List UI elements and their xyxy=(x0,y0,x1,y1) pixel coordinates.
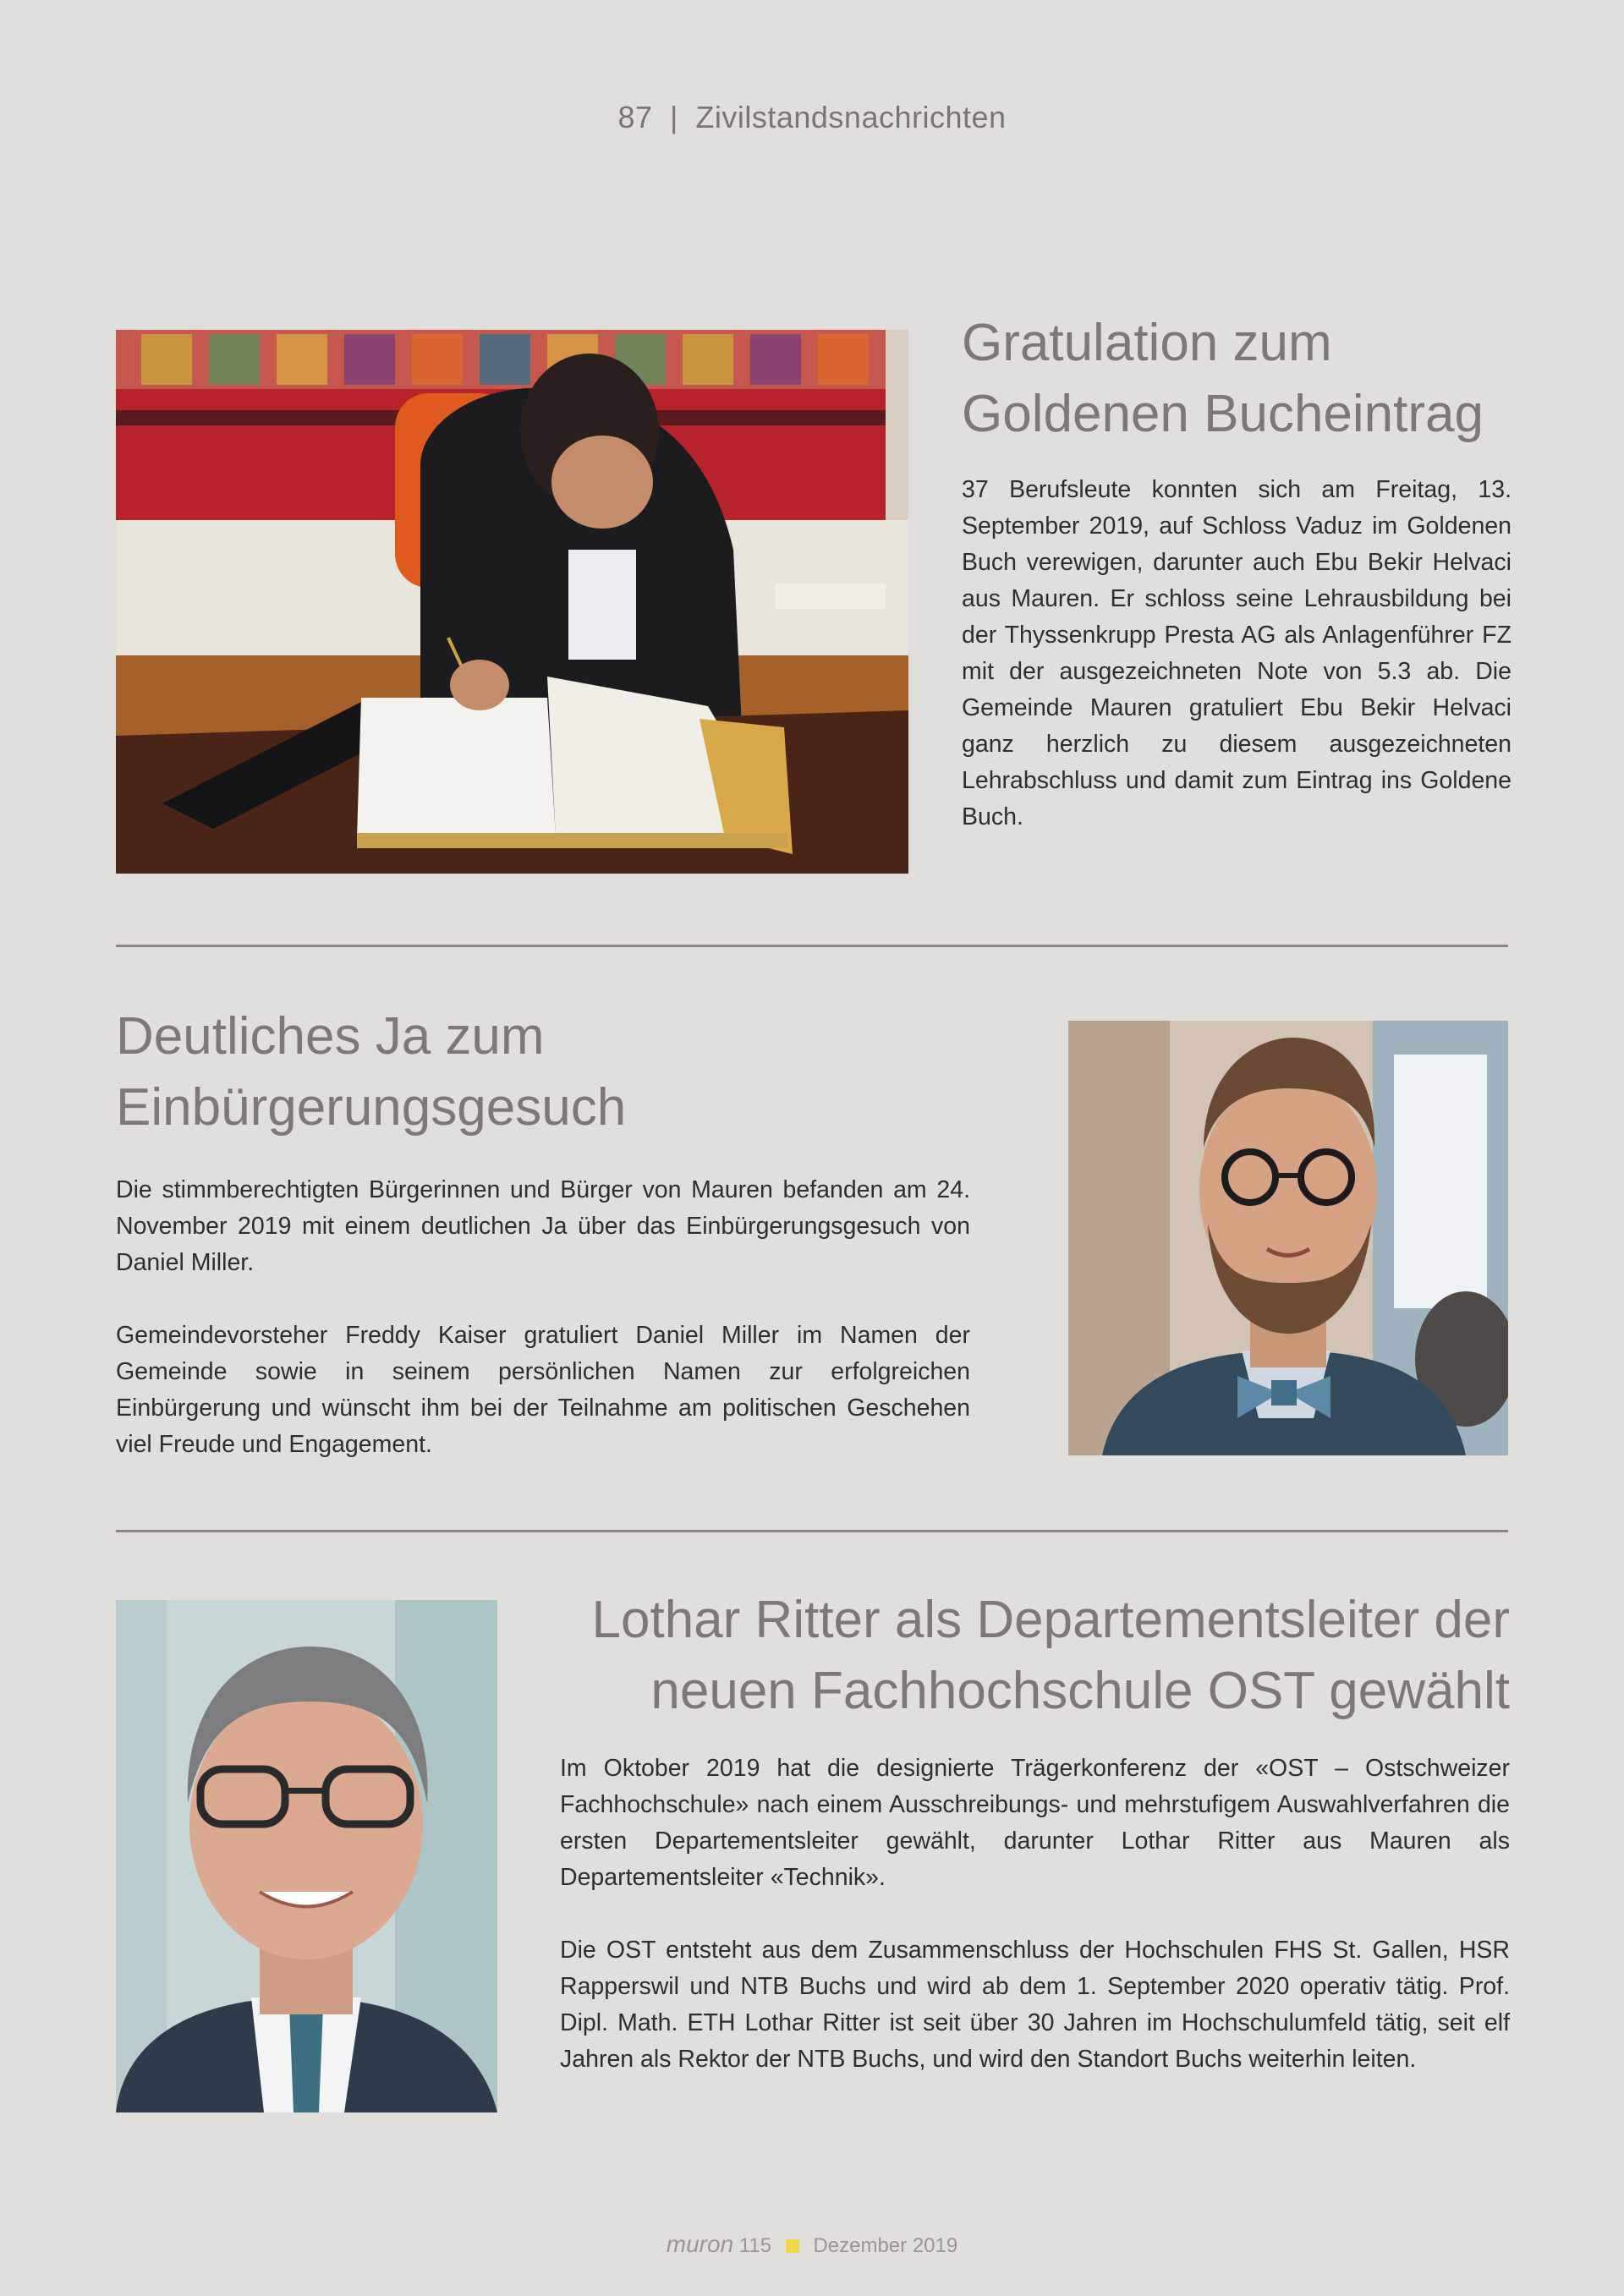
portrait-illustration xyxy=(1068,1021,1508,1455)
article-paragraph: Die OST entsteht aus dem Zusammenschluss der Hochschulen FHS St. Gallen, HSR Rapperswil und NTB Buchs und wird ab dem 1. September 2020 operativ tätig. Prof. Dipl. Math. ETH Lothar Ritter ist seit über 30 Jahren im Hochschulumfeld tätig, seit elf Jahren als Rektor der NTB Buchs, und wird den Standort Buchs weiterhin leiten. xyxy=(560,1937,1510,2073)
article-lothar-ritter xyxy=(560,1585,1510,2078)
divider xyxy=(116,1530,1508,1532)
article-paragraph: Die stimmberechtigten Bürgerinnen und Bürger von Mauren befanden am 24. November 2019 mit einem deutlichen Ja über das Einbürgerungsgesuch von Daniel Miller. xyxy=(116,1176,970,1276)
golden-book-photo-illustration xyxy=(116,330,908,874)
magazine-brand: muron xyxy=(666,2231,734,2257)
portrait-illustration xyxy=(116,1600,497,2112)
page-header xyxy=(0,100,1624,135)
article-title xyxy=(560,1585,1510,1727)
article-title-line: Goldenen Bucheintrag xyxy=(962,385,1484,443)
issue-number: 115 xyxy=(738,2234,772,2257)
page-footer xyxy=(0,2231,1624,2258)
article-naturalization xyxy=(116,1001,970,1463)
article-title-line: Lothar Ritter als Departementsleiter der xyxy=(591,1591,1510,1649)
yellow-square-icon xyxy=(786,2239,799,2253)
article-golden-book xyxy=(962,308,1512,836)
article-title-line: neuen Fachhochschule OST gewählt xyxy=(650,1662,1510,1720)
photo-golden-book-signing xyxy=(116,330,908,874)
article-title-line: Deutliches Ja zum xyxy=(116,1007,545,1066)
portrait-daniel-miller xyxy=(1068,1021,1508,1455)
article-title xyxy=(116,1001,970,1143)
portrait-lothar-ritter xyxy=(116,1600,497,2112)
issue-date: Dezember 2019 xyxy=(813,2234,958,2257)
section-title: Zivilstandsnachrichten xyxy=(695,100,1007,134)
article-title-line: Einbürgerungsgesuch xyxy=(116,1078,627,1137)
article-body: 37 Berufsleute konnten sich am Freitag, 13. September 2019, auf Schloss Vaduz im Goldenen Buch verewigen, darunter auch Ebu Bekir Helvaci aus Mauren. Er schloss seine Lehrausbildung bei der Thyssenkrupp Presta AG als Anlagenführer FZ mit der ausgezeichneten Note von 5.3 ab. Die Gemeinde Mauren gratuliert Ebu Bekir Helvaci ganz herzlich zu diesem ausgezeichneten Lehrabschluss und damit zum Eintrag ins Goldene Buch. xyxy=(962,476,1512,830)
article-title-line: Gratulation zum xyxy=(962,314,1332,372)
article-title xyxy=(962,308,1512,450)
article-paragraph: Im Oktober 2019 hat die designierte Trägerkonferenz der «OST – Ostschweizer Fachhochschule» nach einem Ausschreibungs- und mehrstufigem Auswahlverfahren die ersten Departementsleiter gewählt, darunter Lothar Ritter aus Mauren als Departementsleiter «Technik». xyxy=(560,1755,1510,1891)
article-paragraph: Gemeindevorsteher Freddy Kaiser gratuliert Daniel Miller im Namen der Gemeinde sowie in seinem persönlichen Namen zur erfolgreichen Einbürgerung und wünscht ihm bei der Teilnahme am politischen Geschehen viel Freude und Engagement. xyxy=(116,1322,970,1458)
page-number: 87 xyxy=(617,100,653,134)
header-separator: | xyxy=(670,100,678,134)
divider xyxy=(116,945,1508,947)
